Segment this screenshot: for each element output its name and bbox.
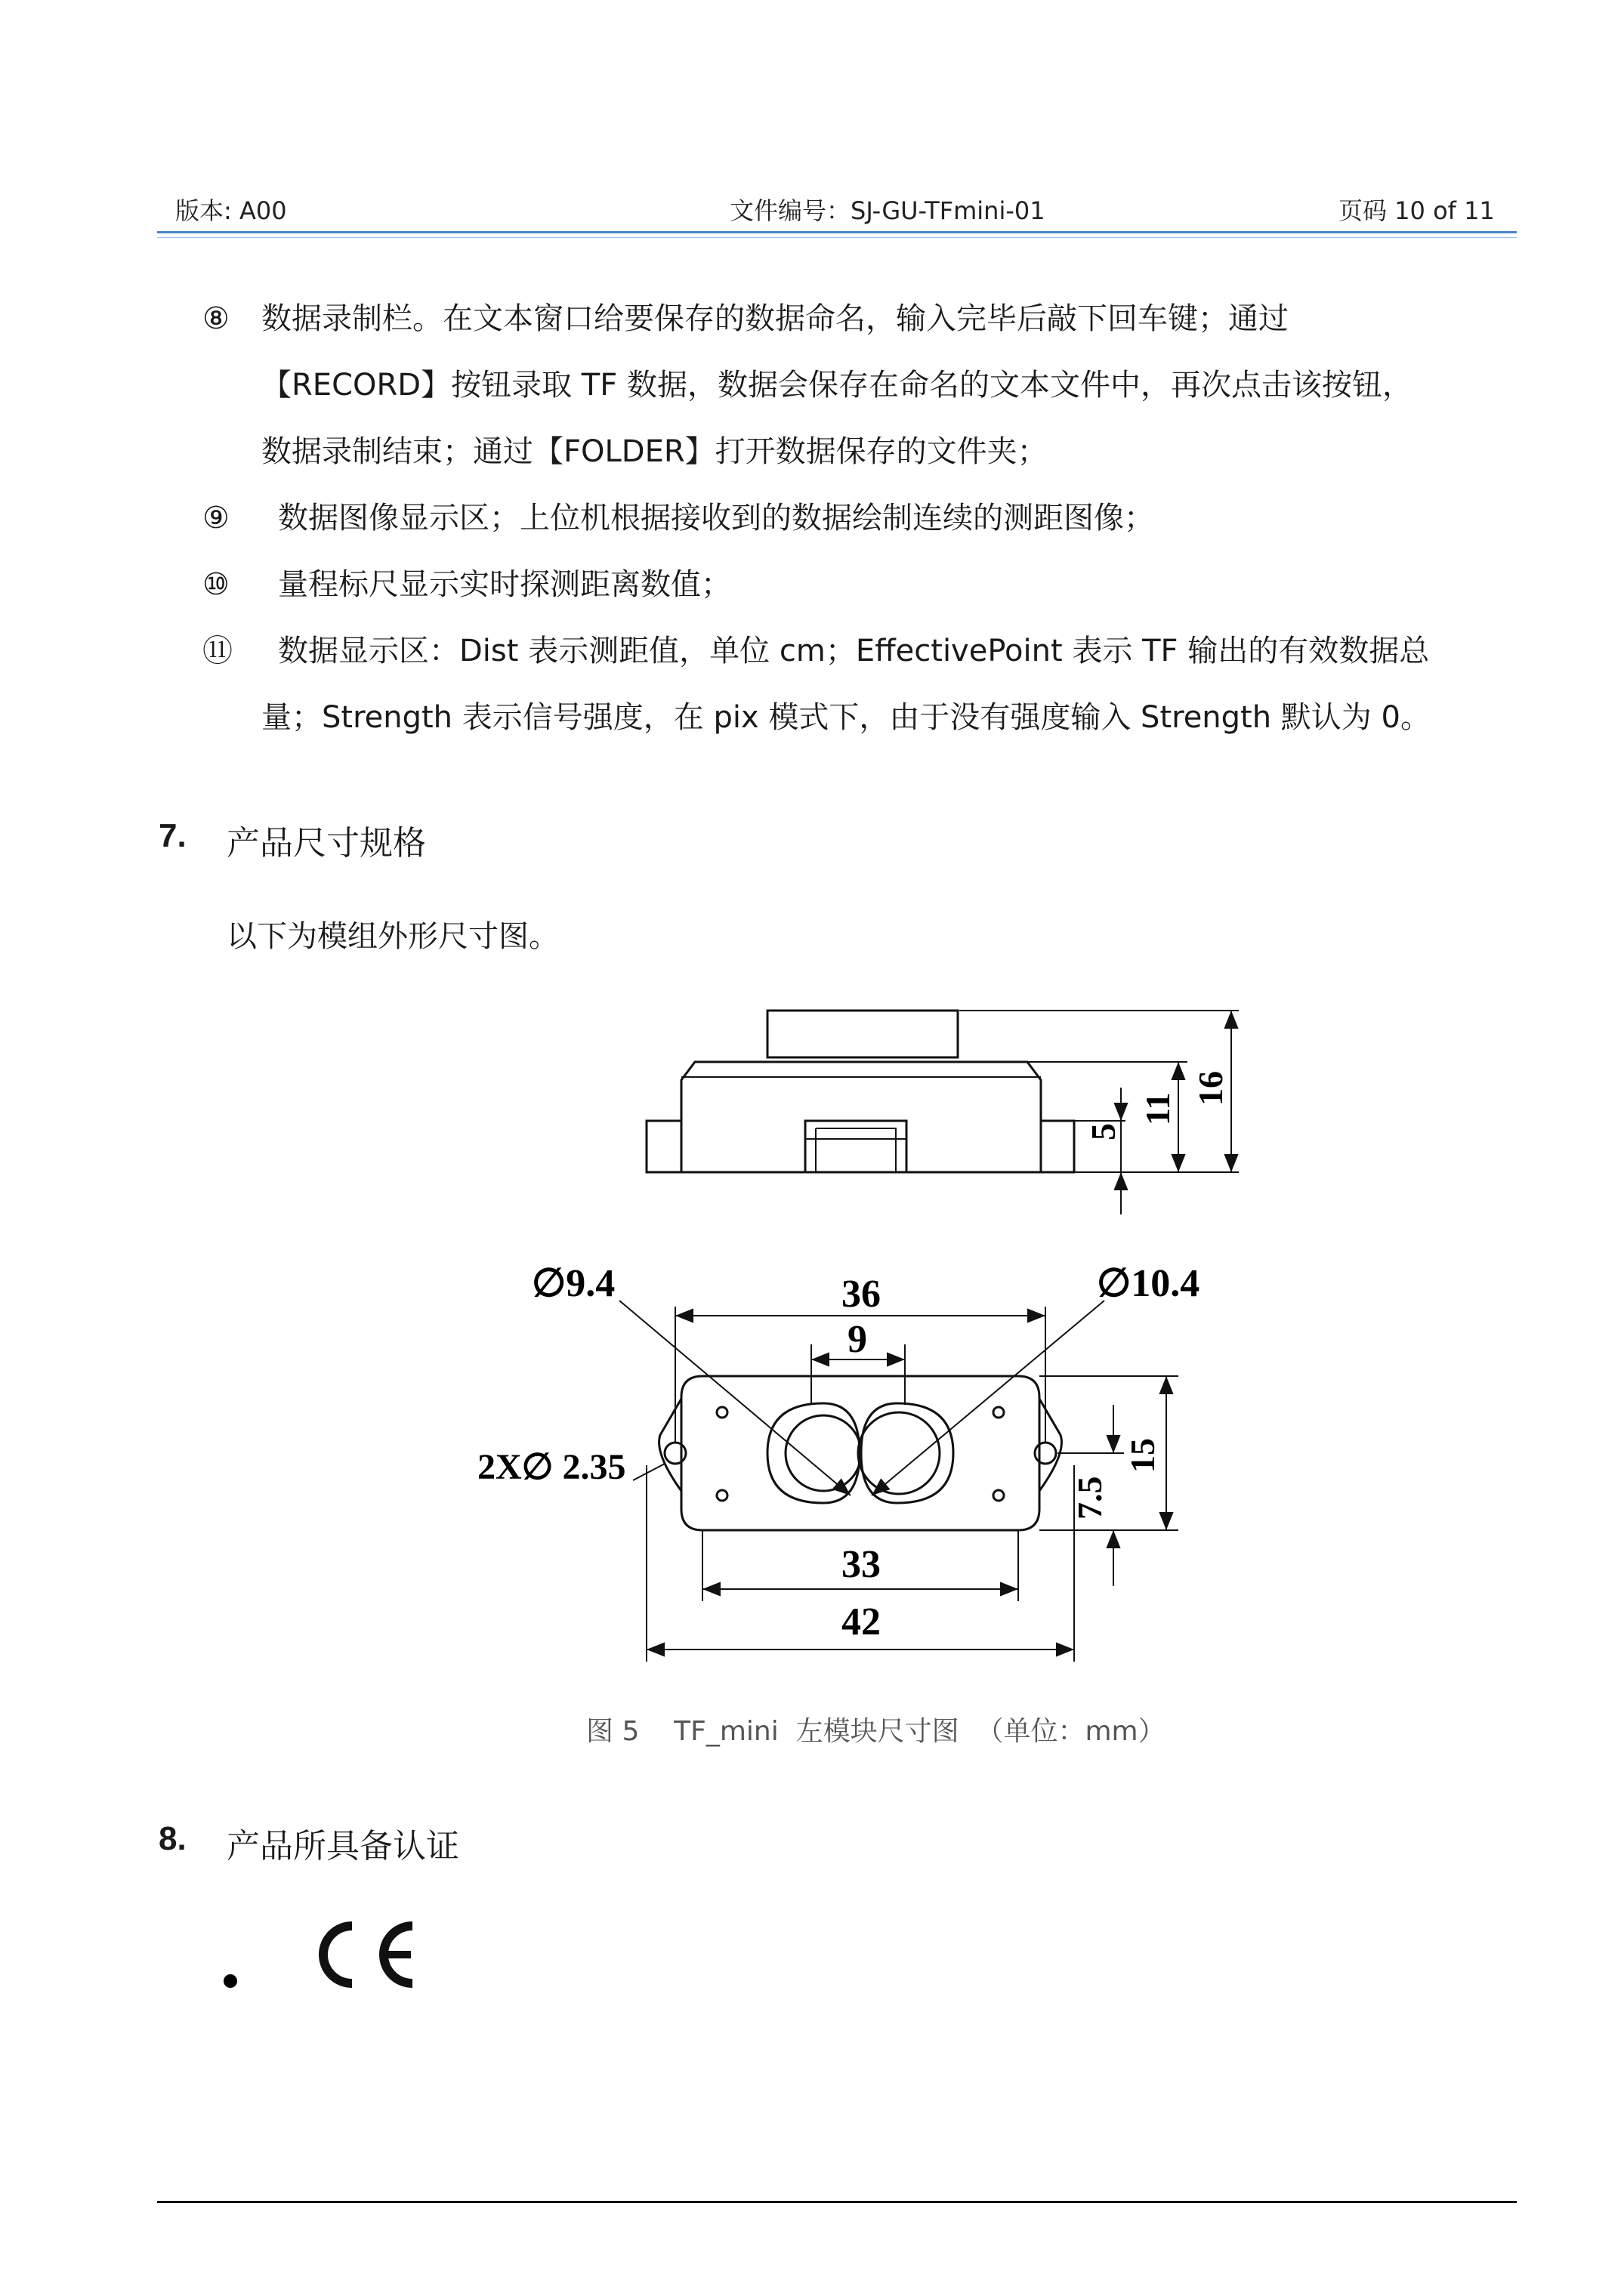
dim-15-label: 15 (1123, 1438, 1162, 1473)
section-8-number: 8. (159, 1820, 187, 1857)
dim-33-label: 33 (841, 1543, 881, 1586)
lens-right (858, 1412, 940, 1494)
header-rule (157, 231, 1517, 233)
item-9-text: 数据图像显示区；上位机根据接收到的数据绘制连续的测距图像； (278, 501, 1154, 535)
item-11-marker: ⑪ (202, 634, 233, 668)
dim-16-label: 16 (1191, 1071, 1230, 1106)
section-8-title: 产品所具备认证 (227, 1827, 459, 1866)
mount-hole-left (665, 1443, 686, 1464)
dim-dia-10-4-label: ∅10.4 (1097, 1262, 1200, 1305)
item-10-text: 量程标尺显示实时探测距离数值； (278, 567, 731, 602)
item-9-marker: ⑨ (202, 501, 230, 535)
item-8-line-3: 数据录制结束；通过【FOLDER】打开数据保存的文件夹； (261, 434, 1048, 469)
section-7-intro: 以下为模组外形尺寸图。 (227, 919, 559, 954)
dim-36-label: 36 (841, 1273, 881, 1316)
section-7-number: 7. (159, 817, 187, 854)
dimension-drawing (0, 982, 1624, 1692)
dim-7-5-label: 7.5 (1070, 1476, 1109, 1520)
item-8-line-1: 数据录制栏。在文本窗口给要保存的数据命名，输入完毕后敲下回车键；通过 (261, 301, 1289, 336)
item-8-line-2: 【RECORD】按钮录取 TF 数据，数据会保存在命名的文本文件中，再次点击该按钮， (261, 368, 1413, 403)
item-11-line-1: 数据显示区：Dist 表示测距值，单位 cm；EffectivePoint 表示 TF 输出的有效数据总 (278, 634, 1430, 668)
dim-holes-label: 2X∅ 2.35 (477, 1447, 626, 1487)
item-11-line-2: 量；Strength 表示信号强度，在 pix 模式下，由于没有强度输入 Strength 默认为 0。 (261, 700, 1431, 735)
section-7-title: 产品尺寸规格 (227, 824, 426, 863)
mount-hole-right (1035, 1443, 1056, 1464)
header-version: 版本: A00 (175, 196, 287, 225)
side-right-tab (1041, 1121, 1074, 1172)
side-body (681, 1062, 1041, 1172)
footer-rule (157, 2201, 1517, 2203)
lens-left (786, 1415, 861, 1491)
bullet-dot (224, 1974, 237, 1988)
header-rule-thin (157, 237, 1517, 238)
dim-5-label: 5 (1084, 1123, 1122, 1140)
dim-11-label: 11 (1138, 1092, 1177, 1125)
figure-caption: 图 5 TF_mini 左模块尺寸图 （单位：mm） (586, 1716, 1166, 1747)
item-10-marker: ⑩ (202, 567, 230, 602)
item-8-marker: ⑧ (202, 301, 230, 336)
header-doc-number: 文件编号：SJ-GU-TFmini-01 (730, 196, 1045, 225)
side-left-tab (647, 1121, 681, 1172)
side-top-block (767, 1011, 958, 1057)
dim-42-label: 42 (841, 1600, 881, 1643)
dim-dia-9-4-label: ∅9.4 (532, 1262, 616, 1305)
header-page-number: 页码 10 of 11 (1338, 196, 1495, 225)
dim-9-label: 9 (848, 1318, 867, 1361)
ce-mark-icon (308, 1917, 421, 1992)
